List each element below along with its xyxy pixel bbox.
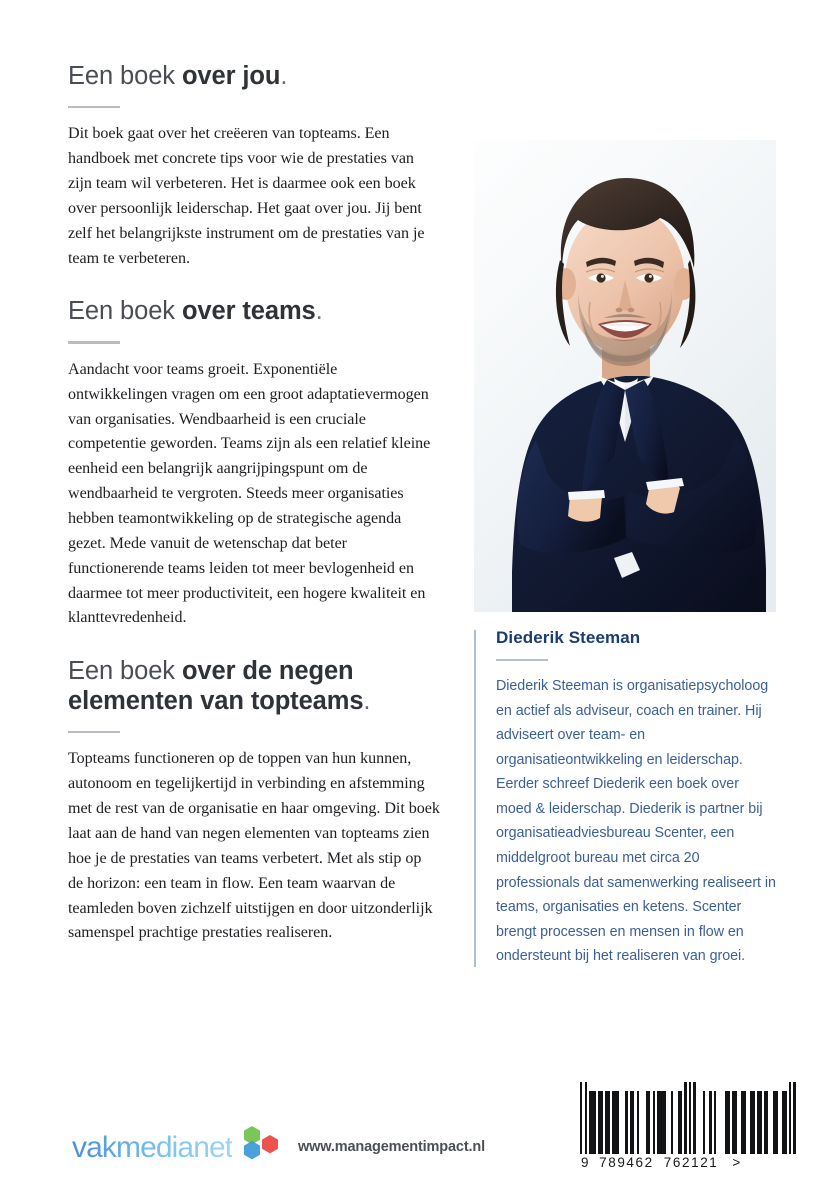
section-body-1: Dit boek gaat over het creëeren van topteams. Een handboek met concrete tips voor wie de prestaties van zijn team wil verbeteren. Het is daarmee ook een boek over persoonlijk leiderschap. Het gaat over jou. Jij bent zelf het belangrijkste instrument om de prestaties van je team te verbeteren.: [68, 125, 425, 267]
section-heading-2: [68, 297, 440, 327]
heading-3-light: Een boek: [68, 657, 182, 686]
author-column: [474, 140, 776, 969]
heading-rule-3: [68, 731, 120, 734]
author-bio-text: Diederik Steeman is organisatiepsycholoog en actief als adviseur, coach en trainer. Hij adviseert over team- en organisatieontwikkeling en leiderschap. Eerder schreef Diederik een boek over moed & leiderschap. Diederik is partner bij organisatieadviesbureau Scenter, een middelgroot bureau met circa 20 professionals dat samenwerking realiseert in teams, organisaties en ketens. Scenter brengt processen en mensen in flow en ondersteunt bij het realiseren van groei.: [496, 678, 776, 965]
heading-rule-1: [68, 106, 120, 109]
heading-1-bold: over jou: [181, 62, 281, 90]
heading-1-light: Een boek: [68, 62, 182, 90]
author-portrait-photo: [474, 140, 776, 612]
section-body-2: Aandacht voor teams groeit. Exponentiële ontwikkelingen vragen om een groot adaptatievermogen van organisaties. Wendbaarheid is een cruciale competentie geworden. Teams zijn als een relatief kleine eenheid een belangrijk aangrijpingspunt om de wendbaarheid te vergroten. Steeds meer organisaties hebben teamontwikkeling op de strategische agenda gezet. Mede vanuit de wetenschap dat beter functionerende teams leiden tot meer bevlogenheid en daarmee tot meer productiviteit, een hogere kwaliteit en klanttevredenheid.: [68, 360, 431, 627]
section-heading-3: [68, 657, 440, 717]
barcode-group-left: 789462: [599, 1155, 654, 1170]
website-url[interactable]: www.managementimpact.nl: [298, 1139, 485, 1155]
cover-footer: [0, 1040, 814, 1200]
barcode-lead-digit: 9: [581, 1155, 591, 1170]
barcode-group-right: 762121: [663, 1155, 719, 1170]
section-negen-elementen: [68, 657, 440, 946]
vakmedianet-hexagons-icon: [239, 1124, 281, 1162]
barcode-digits: [580, 1155, 796, 1170]
heading-3-dot: .: [363, 687, 371, 716]
isbn-barcode: [580, 1082, 796, 1170]
section-body-3: Topteams functioneren op de toppen van hun kunnen, autonoom en tegelijkertijd in verbinding en afstemming met de rest van de organisatie en haar omgeving. Dit boek laat aan de hand van negen elementen van topteams zien hoe je de prestaties van teams verbetert. Met als stip op de horizon: een team in flow. Een team waarvan de teamleden boven zichzelf uitstijgen en door uitzonderlijk samenspel prachtige prestaties realiseren.: [68, 750, 440, 942]
barcode-bars: [580, 1082, 796, 1154]
author-bio-block: [474, 628, 776, 969]
heading-rule-2: [68, 341, 120, 344]
heading-2-dot: .: [315, 297, 323, 326]
heading-2-bold: over teams: [181, 297, 316, 326]
barcode-caret: >: [732, 1155, 742, 1170]
bio-accent-bar: [474, 630, 476, 967]
heading-1-dot: .: [280, 62, 288, 90]
heading-2-light: Een boek: [68, 297, 182, 326]
author-name: Diederik Steeman: [496, 628, 641, 647]
heading-3-bold: over de negen elementen van topteams: [68, 657, 364, 716]
main-text-column: [68, 62, 440, 972]
section-over-jou: [68, 62, 440, 271]
publisher-logo: [72, 1124, 281, 1163]
publisher-wordmark: vakmedianet: [72, 1131, 233, 1164]
bio-rule: [496, 659, 548, 661]
section-heading-1: [68, 62, 440, 92]
section-over-teams: [68, 297, 440, 631]
